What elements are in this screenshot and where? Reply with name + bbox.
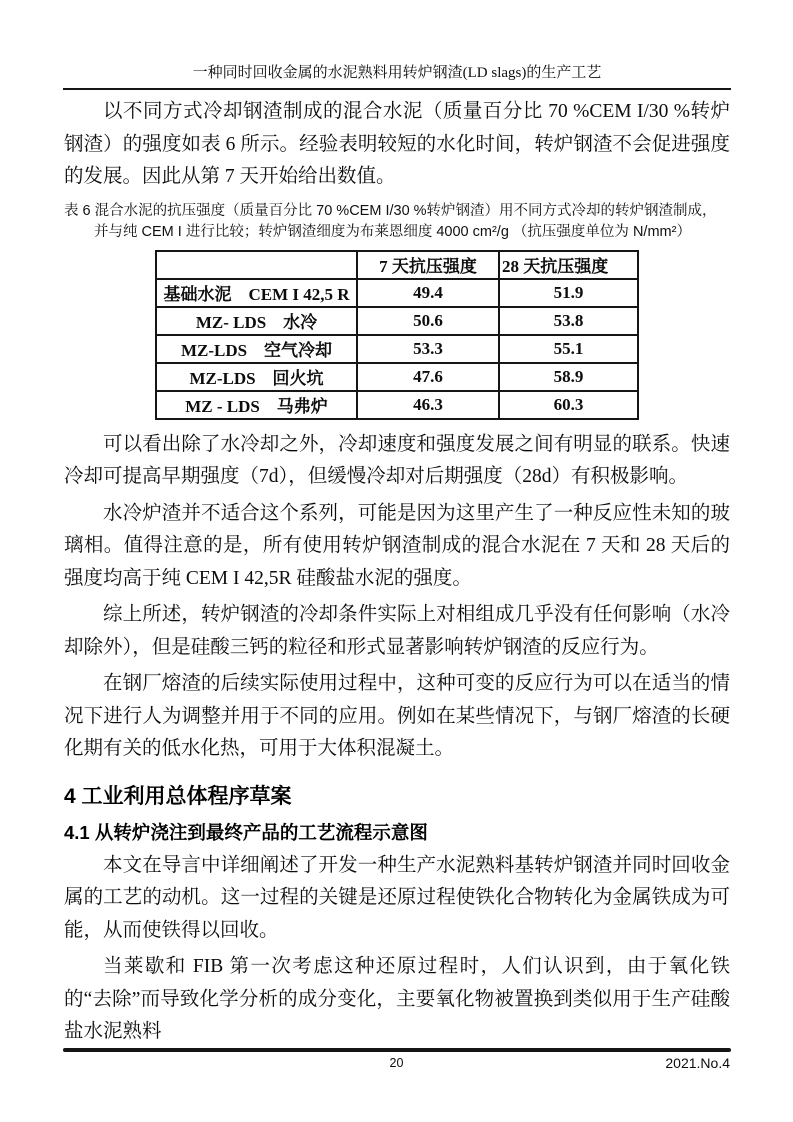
section-heading-4-1: 4.1 从转炉浇注到最终产品的工艺流程示意图 xyxy=(64,821,428,843)
table-row xyxy=(156,363,638,391)
strength-table-body xyxy=(156,279,638,419)
value-7d: 46.3 xyxy=(357,391,499,419)
row-label: MZ-LDS 空气冷却 xyxy=(156,335,357,363)
page-content xyxy=(64,92,730,1053)
value-7d: 50.6 xyxy=(357,307,499,335)
table-caption-line1: 表 6 混合水泥的抗压强度（质量百分比 70 %CEM I/30 %转炉钢渣）用不同方式冷却的转炉钢渣制成， xyxy=(64,202,717,219)
paragraph-4: 综上所述，转炉钢渣的冷却条件实际上对相组成几乎没有任何影响（水冷却除外），但是硅酸三钙的粒径和形式显著影响转炉钢渣的反应行为。 xyxy=(64,604,730,658)
row-label: MZ- LDS 水冷 xyxy=(156,307,357,335)
col-header-28d: 28 天抗压强度 xyxy=(499,251,638,279)
section-heading-4: 4 工业利用总体程序草案 xyxy=(64,784,292,808)
table-corner-cell xyxy=(156,251,357,279)
header-rule xyxy=(63,88,731,90)
value-7d: 53.3 xyxy=(357,335,499,363)
row-label: 基础水泥 CEM I 42,5 R xyxy=(156,279,357,307)
paragraph-7: 当莱歇和 FIB 第一次考虑这种还原过程时，人们认识到，由于氧化铁的“去除”而导致化学分析的成分变化，主要氧化物被置换到类似用于生产硅酸盐水泥熟料 xyxy=(64,956,730,1042)
paragraph-2: 可以看出除了水冷却之外，冷却速度和强度发展之间有明显的联系。快速冷却可提高早期强度（7d），但缓慢冷却对后期强度（28d）有积极影响。 xyxy=(64,433,730,487)
table-caption xyxy=(64,201,730,243)
value-28d: 58.9 xyxy=(499,363,638,391)
table-row xyxy=(156,335,638,363)
strength-table-head xyxy=(156,251,638,279)
issue-label: 2021.No.4 xyxy=(665,1055,730,1071)
value-28d: 51.9 xyxy=(499,279,638,307)
table-header-row xyxy=(156,251,638,279)
footer-rule xyxy=(63,1048,731,1052)
value-7d: 47.6 xyxy=(357,363,499,391)
col-header-7d: 7 天抗压强度 xyxy=(357,251,499,279)
value-28d: 60.3 xyxy=(499,391,638,419)
value-28d: 53.8 xyxy=(499,307,638,335)
value-28d: 55.1 xyxy=(499,335,638,363)
table-row xyxy=(156,391,638,419)
table-row xyxy=(156,307,638,335)
paragraph-5: 在钢厂熔渣的后续实际使用过程中，这种可变的反应行为可以在适当的情况下进行人为调整并用于不同的应用。例如在某些情况下，与钢厂熔渣的长硬化期有关的低水化热，可用于大体积混凝土。 xyxy=(64,673,730,759)
value-7d: 49.4 xyxy=(357,279,499,307)
row-label: MZ-LDS 回火坑 xyxy=(156,363,357,391)
paragraph-6: 本文在导言中详细阐述了开发一种生产水泥熟料基转炉钢渣并同时回收金属的工艺的动机。这一过程的关键是还原过程使铁化合物转化为金属铁成为可能，从而使铁得以回收。 xyxy=(64,854,730,941)
paragraph-3: 水冷炉渣并不适合这个系列，可能是因为这里产生了一种反应性未知的玻璃相。值得注意的是，所有使用转炉钢渣制成的混合水泥在 7 天和 28 天后的强度均高于纯 CEM I 42,5R 硅酸盐水泥的强度。 xyxy=(64,502,730,589)
table-row xyxy=(156,279,638,307)
row-label: MZ - LDS 马弗炉 xyxy=(156,391,357,419)
paragraph-1: 以不同方式冷却钢渣制成的混合水泥（质量百分比 70 %CEM I/30 %转炉钢渣）的强度如表 6 所示。经验表明较短的水化时间，转炉钢渣不会促进强度的发展。因此从第 7 天开始给出数值。 xyxy=(64,101,730,187)
page-number: 20 xyxy=(389,1056,404,1070)
running-head-title: 一种同时回收金属的水泥熟料用转炉钢渣(LD slags)的生产工艺 xyxy=(192,65,602,81)
strength-table xyxy=(155,250,639,420)
table-caption-line2: 并与纯 CEM I 进行比较；转炉钢渣细度为布莱恩细度 4000 cm²/g （抗压强度单位为 N/mm²） xyxy=(94,223,691,240)
